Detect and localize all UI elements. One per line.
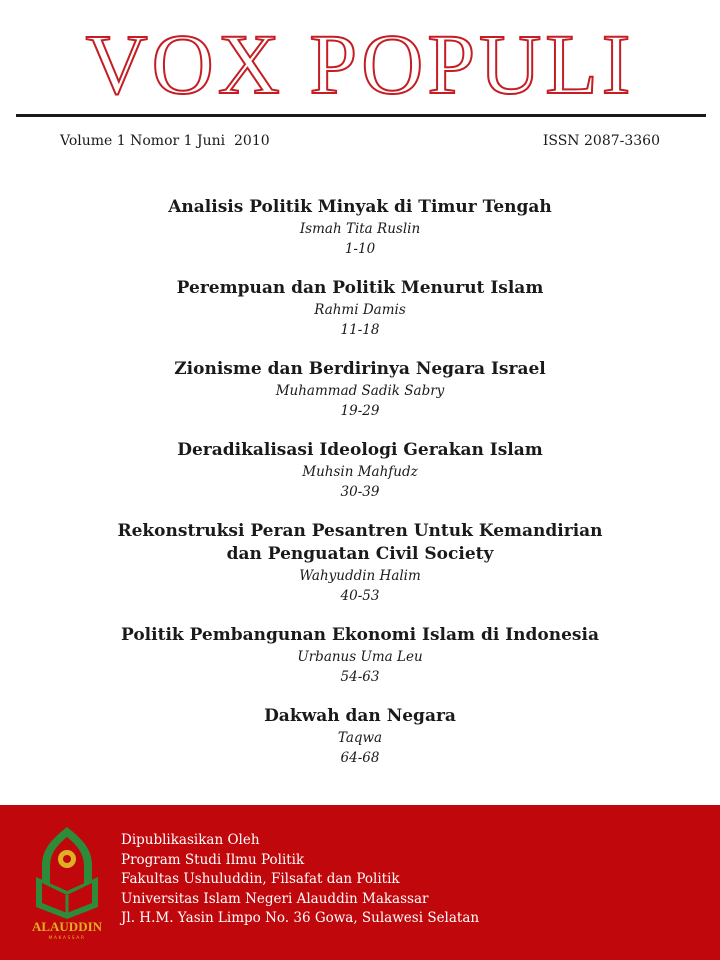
article-entry [0, 277, 720, 340]
publisher-line: Dipublikasikan Oleh [121, 832, 260, 848]
article-title-continued: dan Penguatan Civil Society [226, 544, 494, 564]
article-pages: 11-18 [340, 322, 380, 338]
article-author: Wahyuddin Halim [299, 568, 421, 584]
article-pages: 30-39 [340, 484, 380, 500]
article-entry [0, 196, 720, 259]
article-title: Politik Pembangunan Ekonomi Islam di Indonesia [121, 625, 599, 645]
article-title: Rekonstruksi Peran Pesantren Untuk Kemandirian [117, 521, 603, 541]
issn-info: ISSN 2087-3360 [542, 133, 660, 149]
article-author: Ismah Tita Ruslin [299, 221, 421, 237]
article-pages: 40-53 [340, 588, 380, 604]
article-pages: 64-68 [340, 750, 380, 766]
publisher-footer [0, 805, 720, 960]
alauddin-emblem-icon [22, 821, 112, 941]
article-title: Deradikalisasi Ideologi Gerakan Islam [177, 440, 543, 460]
article-author: Rahmi Damis [314, 302, 406, 318]
logo-subtext: MAKASSAR [48, 936, 86, 941]
article-entry [0, 705, 720, 768]
table-of-contents [0, 196, 720, 786]
article-pages: 1-10 [344, 241, 376, 257]
article-title: Analisis Politik Minyak di Timur Tengah [168, 197, 552, 217]
article-entry [0, 358, 720, 421]
masthead-rule [16, 114, 706, 117]
article-entry [0, 439, 720, 502]
publisher-line: Program Studi Ilmu Politik [121, 851, 305, 868]
article-entry [0, 520, 720, 606]
university-logo [22, 821, 112, 941]
article-author: Urbanus Uma Leu [297, 649, 423, 665]
publisher-info [121, 831, 479, 929]
article-pages: 19-29 [340, 403, 380, 419]
article-title: Zionisme dan Berdirinya Negara Israel [174, 359, 546, 379]
publisher-line: Fakultas Ushuluddin, Filsafat dan Politik [121, 871, 400, 887]
journal-masthead: VOX POPULI [85, 16, 635, 112]
issue-info: Volume 1 Nomor 1 Juni 2010 [60, 133, 270, 149]
article-author: Muhsin Mahfudz [302, 464, 418, 480]
article-title: Perempuan dan Politik Menurut Islam [176, 278, 544, 298]
publisher-line: Jl. H.M. Yasin Limpo No. 36 Gowa, Sulawesi Selatan [121, 910, 480, 926]
publisher-line: Universitas Islam Negeri Alauddin Makassar [121, 890, 429, 907]
article-pages: 54-63 [340, 669, 380, 685]
article-title: Dakwah dan Negara [264, 706, 456, 726]
article-author: Muhammad Sadik Sabry [275, 383, 445, 399]
logo-text: ALAUDDIN [31, 919, 103, 934]
article-entry [0, 624, 720, 687]
article-author: Taqwa [337, 730, 383, 746]
